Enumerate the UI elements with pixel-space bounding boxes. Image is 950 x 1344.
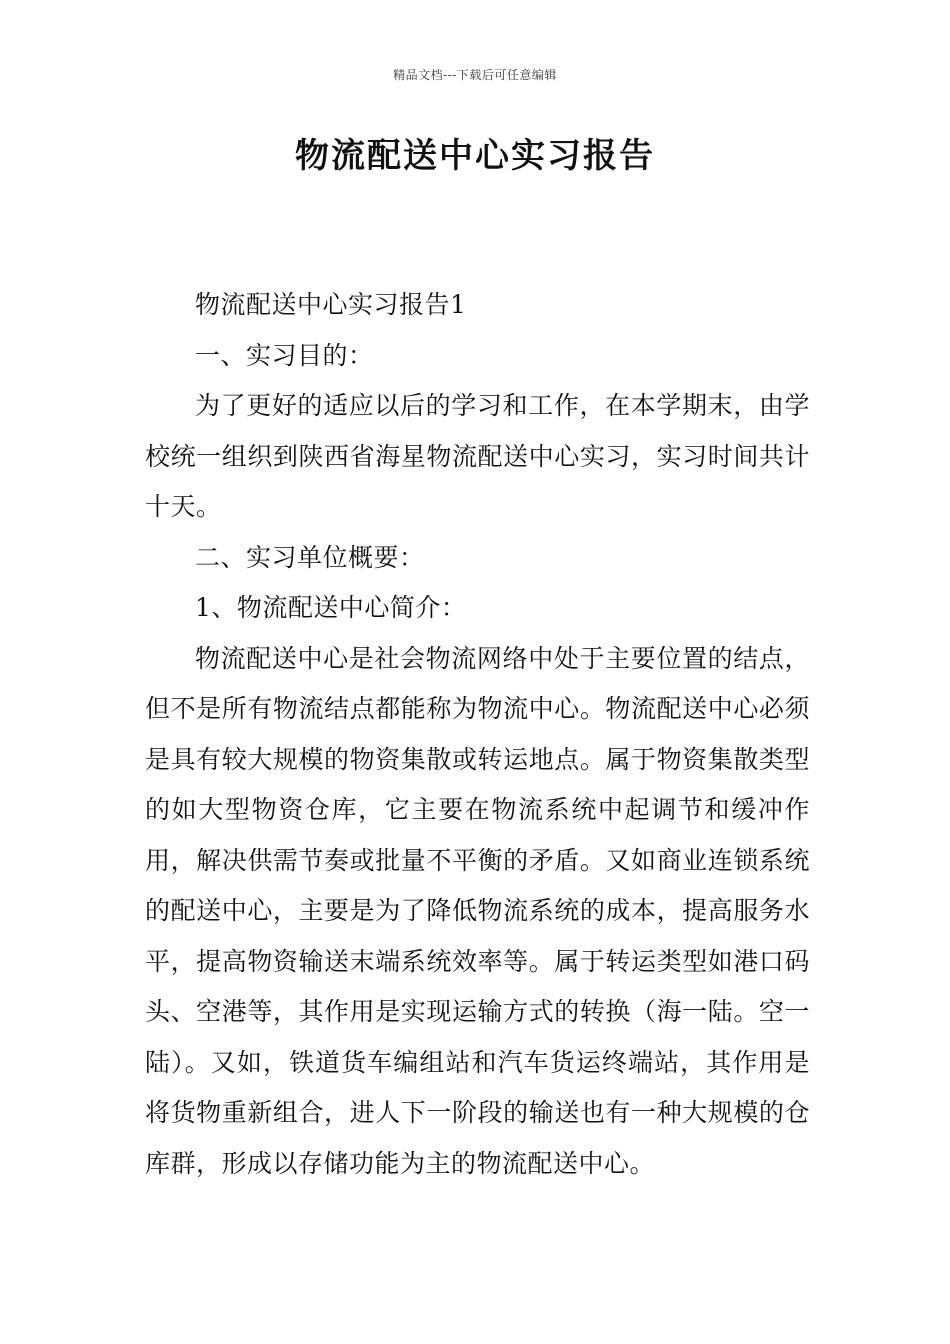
header-note: 精品文档---下载后可任意编辑 <box>393 68 557 82</box>
section-heading-unit-overview: 二、实习单位概要： <box>195 542 425 572</box>
paragraph-intro: 物流配送中心是社会物流网络中处于主要位置的结点，但不是所有物流结点都能称为物流中心。物流配送中心必须是具有较大规模的物资集散或转运地点。属于物资集散类型的如大型物资仓库，它主要在物流系统中起调节和缓冲作用，解决供需节奏或批量不平衡的矛盾。又如商业连锁系统的配送中心，主要是为了降低物流系统的成本，提高服务水平，提高物资输送末端系统效率等。属于转运类型如港口码头、空港等，其作用是实现运输方式的转换（海一陆。空一陆）。又如，铁道货车编组站和汽车货运终端站，其作用是将货物重新组合，进人下一阶段的输送也有一种大规模的仓库群，形成以存储功能为主的物流配送中心。 <box>145 643 810 1178</box>
document-title: 物流配送中心实习报告 <box>295 136 655 176</box>
paragraph-purpose: 为了更好的适应以后的学习和工作，在本学期末，由学校统一组织到陕西省海星物流配送中心实习，实习时间共计十天。 <box>145 391 810 521</box>
section-heading-purpose: 一、实习目的： <box>195 340 374 370</box>
document-body <box>145 280 810 1189</box>
subsection-heading-intro: 1、物流配送中心简介： <box>195 593 467 622</box>
section-heading-report: 物流配送中心实习报告1 <box>195 290 467 319</box>
